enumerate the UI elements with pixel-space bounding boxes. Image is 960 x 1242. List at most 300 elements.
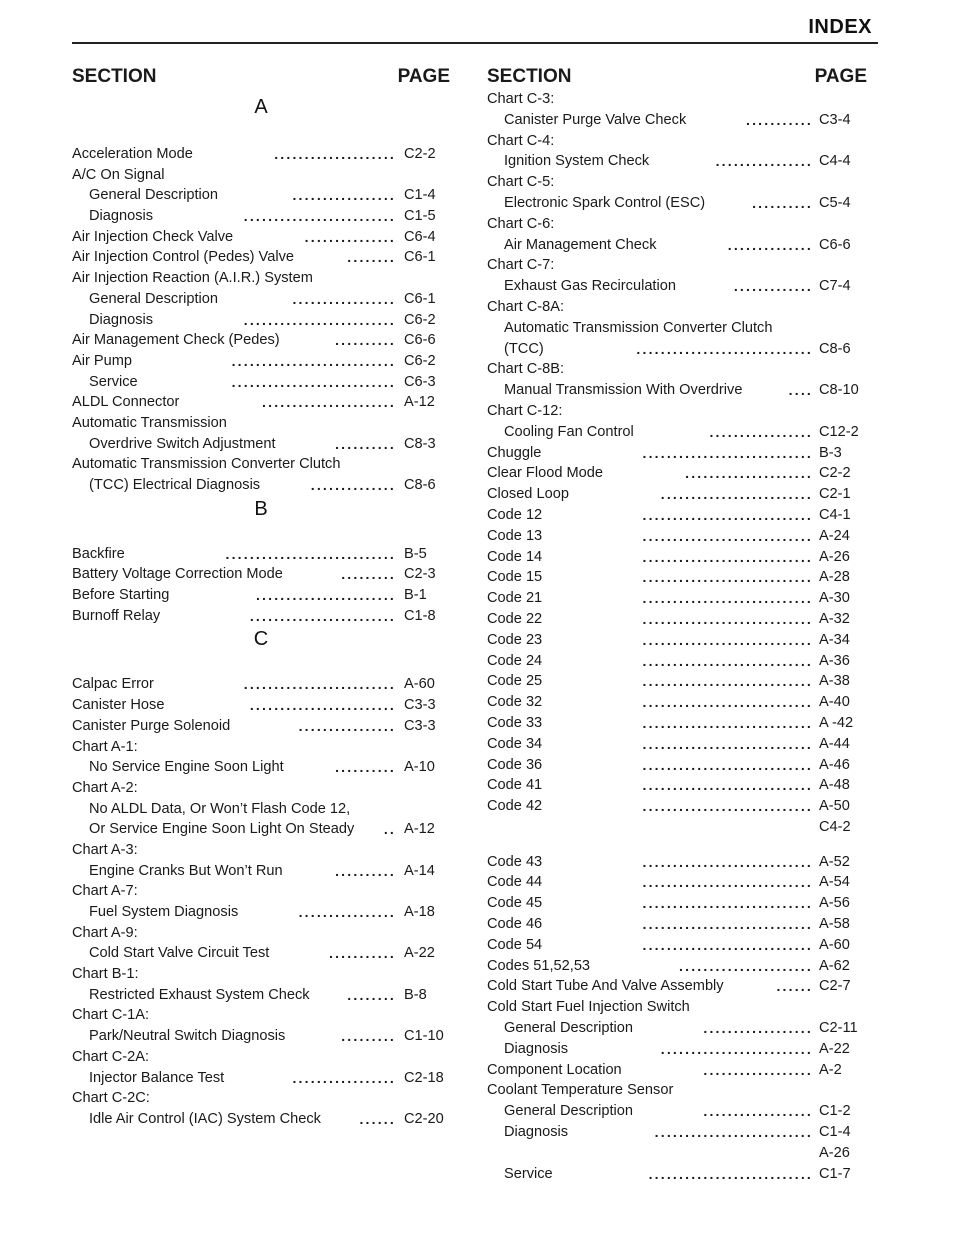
entry-text: Chart A-3: [72, 841, 138, 858]
index-entry [72, 861, 450, 882]
index-entry [487, 630, 867, 651]
index-entry [72, 585, 450, 606]
index-entry [72, 1047, 450, 1068]
index-entry [487, 151, 867, 172]
dot-leader: ........... [744, 110, 813, 131]
index-entry [487, 380, 867, 401]
entry-text: Burnoff Relay [72, 607, 161, 624]
entry-text: Diagnosis [504, 1124, 569, 1141]
index-entry [72, 206, 450, 227]
index-entry [487, 852, 867, 873]
index-entry [487, 214, 867, 235]
index-entry [487, 318, 867, 339]
index-entry [72, 902, 450, 923]
index-entry [487, 671, 867, 692]
index-entries [72, 94, 450, 1130]
entry-text: Injector Balance Test [89, 1069, 225, 1086]
entry-text: Code 12 [487, 506, 543, 523]
entry-page: C2-1 [819, 486, 851, 503]
index-entry [72, 165, 450, 186]
index-entry [487, 935, 867, 956]
dot-leader: .................... [272, 144, 396, 165]
entry-page: A-12 [404, 821, 435, 838]
section-letter: C [253, 628, 269, 651]
dot-leader: ........ [345, 985, 396, 1006]
entry-text: Diagnosis [504, 1040, 569, 1057]
entry-text: Component Location [487, 1061, 622, 1078]
dot-leader: .... [787, 380, 813, 401]
entry-page: C4-4 [819, 153, 851, 170]
entry-text: Air Injection Control (Pedes) Valve [72, 249, 294, 266]
section-letter: B [254, 497, 268, 520]
entry-text: Diagnosis [89, 208, 154, 225]
entry-text: Chart A-7: [72, 883, 138, 900]
index-entry [487, 1164, 867, 1185]
entry-page: C8-3 [404, 435, 436, 452]
entry-text: Canister Hose [72, 697, 165, 714]
index-entry [487, 276, 867, 297]
entry-page: C6-6 [404, 332, 436, 349]
index-entry [72, 923, 450, 944]
entry-text: Clear Flood Mode [487, 465, 603, 482]
entry-text: Code 32 [487, 694, 543, 711]
dot-leader: .......... [750, 193, 813, 214]
entry-page: A-52 [819, 853, 850, 870]
entry-text: Chart C-5: [487, 174, 555, 191]
entry-page: A-26 [819, 1144, 850, 1161]
index-entry [487, 443, 867, 464]
index-entry [487, 484, 867, 505]
index-entry [487, 914, 867, 935]
entry-page: C2-20 [404, 1110, 444, 1127]
dot-leader: ......................... [659, 484, 813, 505]
entry-page: C6-3 [404, 373, 436, 390]
index-entry [72, 144, 450, 165]
entry-text: Cooling Fan Control [504, 423, 634, 440]
entry-page: A-50 [819, 798, 850, 815]
dot-leader: ............... [303, 227, 396, 248]
index-entry [487, 567, 867, 588]
entry-text: General Description [89, 290, 218, 307]
entry-text: Chart A-9: [72, 924, 138, 941]
entry-text: Chart C-12: [487, 402, 563, 419]
index-column-right [487, 64, 867, 1184]
entry-page: C4-2 [819, 818, 851, 835]
index-entry [72, 454, 450, 475]
entry-text: Code 24 [487, 652, 543, 669]
entry-text: Codes 51,52,53 [487, 957, 591, 974]
entry-text: Code 13 [487, 527, 543, 544]
entry-text: Closed Loop [487, 486, 569, 503]
entry-text: Canister Purge Valve Check [504, 111, 687, 128]
dot-leader: ................ [714, 151, 813, 172]
index-entry [72, 1109, 450, 1130]
entry-page: A-56 [819, 895, 850, 912]
dot-leader: ............. [732, 276, 813, 297]
dot-leader: ............................ [640, 567, 813, 588]
entry-text: Chart C-1A: [72, 1007, 150, 1024]
entry-text: Manual Transmission With Overdrive [504, 382, 743, 399]
entry-text: Chart A-1: [72, 738, 138, 755]
dot-leader: ......................... [242, 206, 396, 227]
entry-text: Cold Start Valve Circuit Test [89, 945, 270, 962]
entry-text: Code 44 [487, 874, 543, 891]
index-entry [487, 547, 867, 568]
index-entry [72, 964, 450, 985]
index-entry [487, 526, 867, 547]
index-entry [487, 339, 867, 360]
index-entry [487, 609, 867, 630]
entry-text: Chart C-2C: [72, 1090, 150, 1107]
entry-text: Air Management Check (Pedes) [72, 332, 280, 349]
entry-page: C1-8 [404, 607, 436, 624]
entry-text: Battery Voltage Correction Mode [72, 566, 283, 583]
section-heading: SECTION [487, 66, 572, 87]
entry-text: Chart B-1: [72, 966, 139, 983]
dot-leader: ............................ [640, 505, 813, 526]
index-entry [72, 737, 450, 758]
entry-page: C1-4 [819, 1124, 851, 1141]
entry-text: No Service Engine Soon Light [89, 759, 284, 776]
entry-text: Air Management Check [504, 236, 657, 253]
entry-text: Canister Purge Solenoid [72, 717, 231, 734]
spacer [487, 838, 867, 852]
entry-page: C2-18 [404, 1069, 444, 1086]
dot-leader: ............................ [640, 734, 813, 755]
entry-page: A-46 [819, 756, 850, 773]
page-heading: PAGE [814, 66, 867, 87]
index-entry [72, 247, 450, 268]
entry-page: C8-6 [404, 477, 436, 493]
entry-page: A-60 [404, 676, 435, 693]
entry-text: Code 25 [487, 673, 543, 690]
entry-text: Service [89, 373, 138, 390]
entry-text: Code 34 [487, 735, 543, 752]
entry-text: Chuggle [487, 444, 542, 461]
index-entry [487, 713, 867, 734]
dot-leader: ............................ [640, 872, 813, 893]
dot-leader: ...... [357, 1109, 396, 1130]
dot-leader: ................. [290, 1068, 396, 1089]
entry-text: Backfire [72, 545, 125, 562]
dot-leader: .......... [333, 861, 396, 882]
dot-leader: ................. [290, 289, 396, 310]
entry-page: C1-5 [404, 208, 436, 225]
entry-page: A-30 [819, 590, 850, 607]
dot-leader: .......... [333, 757, 396, 778]
dot-leader: ............................ [640, 775, 813, 796]
dot-leader: ....................... [254, 585, 396, 606]
dot-leader: ......................... [659, 1039, 813, 1060]
entry-text: Cold Start Fuel Injection Switch [487, 999, 690, 1016]
entry-text: A/C On Signal [72, 166, 165, 183]
entry-text: Code 45 [487, 895, 543, 912]
entry-page: A-58 [819, 916, 850, 933]
index-entry [72, 695, 450, 716]
dot-leader: ............................ [640, 671, 813, 692]
index-entry [487, 893, 867, 914]
entry-page: A-34 [819, 631, 850, 648]
dot-leader: ......... [339, 564, 396, 585]
entry-text: Cold Start Tube And Valve Assembly [487, 978, 724, 995]
entry-page: C6-1 [404, 290, 436, 307]
index-entry [487, 1143, 867, 1164]
index-entry [72, 351, 450, 372]
index-entry [487, 872, 867, 893]
dot-leader: ............................ [640, 914, 813, 935]
index-entry [487, 401, 867, 422]
entry-page: C7-4 [819, 278, 851, 295]
entry-page: C8-10 [819, 382, 859, 399]
entry-page: A-24 [819, 527, 850, 544]
entry-text: Overdrive Switch Adjustment [89, 435, 276, 452]
index-entry [72, 1005, 450, 1026]
dot-leader: ............................ [640, 443, 813, 464]
entry-text: Restricted Exhaust System Check [89, 986, 310, 1003]
index-title: INDEX [808, 16, 872, 38]
dot-leader: ...... [774, 976, 813, 997]
dot-leader: ............................ [640, 755, 813, 776]
dot-leader: .................. [701, 1060, 813, 1081]
entry-text: Code 54 [487, 936, 543, 953]
entry-text: Idle Air Control (IAC) System Check [89, 1110, 321, 1127]
entry-page: A-10 [404, 759, 435, 776]
index-entry [72, 564, 450, 585]
dot-leader: ........................... [230, 351, 396, 372]
dot-leader: ............................ [640, 852, 813, 873]
entry-page: A-32 [819, 610, 850, 627]
entry-text: Code 15 [487, 569, 543, 586]
entry-text: General Description [89, 187, 218, 204]
entry-text: Chart C-4: [487, 132, 555, 149]
index-entry [72, 943, 450, 964]
index-entry [72, 185, 450, 206]
entry-page: C8-6 [819, 340, 851, 357]
entry-text: Chart C-6: [487, 215, 555, 232]
entry-page: C2-11 [819, 1020, 858, 1037]
entry-page: A-14 [404, 862, 435, 879]
index-entry [72, 799, 450, 820]
index-entry [72, 289, 450, 310]
entry-page: C6-1 [404, 249, 436, 266]
index-entry [72, 227, 450, 248]
entry-text: (TCC) [504, 340, 544, 357]
header-rule [72, 42, 878, 44]
entry-text: Code 36 [487, 756, 543, 773]
entry-page: A-38 [819, 673, 850, 690]
entry-text: Or Service Engine Soon Light On Steady [89, 821, 355, 838]
entry-text: No ALDL Data, Or Won’t Flash Code 12, [89, 800, 351, 817]
entry-page: C3-4 [819, 111, 851, 128]
index-entry [72, 778, 450, 799]
entry-text: Code 46 [487, 916, 543, 933]
dot-leader: ......... [339, 1026, 396, 1047]
index-entry [487, 796, 867, 817]
entry-page: C3-3 [404, 697, 436, 714]
entry-text: Chart C-7: [487, 257, 555, 274]
entry-page: A-22 [404, 945, 435, 962]
index-entry [72, 330, 450, 351]
entry-text: Automatic Transmission Converter Clutch [72, 456, 341, 473]
index-entry [487, 131, 867, 152]
index-entry [487, 734, 867, 755]
entry-text: General Description [504, 1020, 633, 1037]
index-entry [72, 674, 450, 695]
dot-leader: ........................... [230, 372, 396, 393]
index-entry [72, 881, 450, 902]
index-entry [487, 1039, 867, 1060]
entry-page: C3-3 [404, 717, 436, 734]
entry-text: Chart C-3: [487, 91, 555, 107]
entry-page: A-40 [819, 694, 850, 711]
index-entry [487, 588, 867, 609]
dot-leader: ............................ [223, 544, 396, 565]
entry-text: Chart C-8B: [487, 361, 565, 378]
entry-page: A-2 [819, 1061, 842, 1078]
dot-leader: ............................ [640, 526, 813, 547]
entry-page: A-18 [404, 904, 435, 920]
dot-leader: ............................ [640, 651, 813, 672]
dot-leader: ................ [297, 902, 396, 923]
entry-page: C1-2 [819, 1103, 851, 1120]
dot-leader: ........................... [647, 1164, 813, 1185]
entry-text: Engine Cranks But Won’t Run [89, 862, 283, 879]
index-entries [487, 89, 867, 1184]
dot-leader: .............. [726, 235, 813, 256]
index-entry [72, 544, 450, 565]
entry-page: C1-10 [404, 1028, 444, 1045]
entry-text: Code 41 [487, 777, 543, 794]
entry-page: A-36 [819, 652, 850, 669]
entry-page: C1-7 [819, 1165, 851, 1182]
entry-page: A-60 [819, 936, 850, 953]
dot-leader: ............................. [634, 339, 813, 360]
dot-leader: ............................ [640, 588, 813, 609]
section-heading: SECTION [72, 66, 157, 87]
entry-page: A -42 [819, 714, 854, 731]
dot-leader: .......................... [653, 1122, 813, 1143]
entry-text: Code 14 [487, 548, 543, 565]
index-entry [72, 310, 450, 331]
entry-page: C2-3 [404, 566, 436, 583]
dot-leader: ............................ [640, 893, 813, 914]
index-entry [487, 505, 867, 526]
entry-page: C6-4 [404, 228, 436, 245]
entry-text: Air Injection Reaction (A.I.R.) System [72, 270, 313, 287]
entry-text: Chart A-2: [72, 779, 138, 796]
dot-leader: ............................ [640, 692, 813, 713]
dot-leader: ......................... [242, 310, 396, 331]
entry-page: A-28 [819, 569, 850, 586]
entry-page: A-62 [819, 957, 850, 974]
dot-leader: ................. [707, 422, 813, 443]
index-entry [487, 110, 867, 131]
index-entry [72, 985, 450, 1006]
index-entry [487, 817, 867, 838]
index-entry [487, 1080, 867, 1101]
index-entry [487, 422, 867, 443]
dot-leader: ............................ [640, 547, 813, 568]
index-entry [72, 268, 450, 289]
index-entry [487, 692, 867, 713]
entry-text: Ignition System Check [504, 153, 650, 170]
dot-leader: ............................ [640, 630, 813, 651]
entry-page: B-3 [819, 444, 842, 461]
index-entry [487, 651, 867, 672]
dot-leader: ...................... [260, 392, 396, 413]
index-entry [487, 193, 867, 214]
entry-page: B-1 [404, 587, 427, 604]
section-letter: A [254, 96, 268, 118]
entry-text: Air Pump [72, 352, 133, 369]
entry-text: Code 21 [487, 590, 543, 607]
dot-leader: .................. [701, 1101, 813, 1122]
index-entry [487, 89, 867, 110]
dot-leader: ............................ [640, 609, 813, 630]
index-entry [72, 840, 450, 861]
index-entry [487, 172, 867, 193]
column-header [487, 64, 867, 89]
dot-leader: ............................ [640, 713, 813, 734]
index-entry [487, 775, 867, 796]
index-entry [487, 997, 867, 1018]
entry-text: Air Injection Check Valve [72, 228, 234, 245]
entry-text: ALDL Connector [72, 394, 180, 411]
entry-text: Coolant Temperature Sensor [487, 1082, 674, 1099]
dot-leader: .............. [309, 475, 396, 496]
entry-text: Park/Neutral Switch Diagnosis [89, 1028, 286, 1045]
dot-leader: .................. [701, 1018, 813, 1039]
index-entry [72, 413, 450, 434]
index-entry [487, 255, 867, 276]
index-entry [72, 1026, 450, 1047]
entry-page: C1-4 [404, 187, 436, 204]
entry-text: Code 43 [487, 853, 543, 870]
index-entry [72, 606, 450, 627]
index-entry [487, 1101, 867, 1122]
dot-leader: ......................... [242, 674, 396, 695]
index-entry [72, 1068, 450, 1089]
entry-text: Before Starting [72, 587, 170, 604]
entry-text: Chart C-8A: [487, 298, 565, 315]
dot-leader: ..................... [683, 463, 813, 484]
entry-page: C6-2 [404, 352, 436, 369]
index-entry [487, 463, 867, 484]
entry-page: A-22 [819, 1040, 850, 1057]
index-entry [72, 372, 450, 393]
index-entry [72, 475, 450, 496]
dot-leader: ...................... [677, 956, 813, 977]
entry-text: Code 22 [487, 610, 543, 627]
entry-page: A-12 [404, 394, 435, 411]
index-entry [487, 1122, 867, 1143]
entry-text: Fuel System Diagnosis [89, 904, 239, 920]
dot-leader: ................. [290, 185, 396, 206]
index-entry [487, 755, 867, 776]
index-entry [487, 1060, 867, 1081]
entry-page: C2-2 [819, 465, 851, 482]
entry-text: Chart C-2A: [72, 1048, 150, 1065]
entry-text: Automatic Transmission Converter Clutch [504, 319, 773, 336]
dot-leader: .......... [333, 434, 396, 455]
entry-page: A-26 [819, 548, 850, 565]
entry-text: Code 42 [487, 798, 543, 815]
index-entry [487, 359, 867, 380]
entry-page: A-48 [819, 777, 850, 794]
entry-page: C2-7 [819, 978, 851, 995]
index-entry [72, 757, 450, 778]
index-entry [72, 819, 450, 840]
